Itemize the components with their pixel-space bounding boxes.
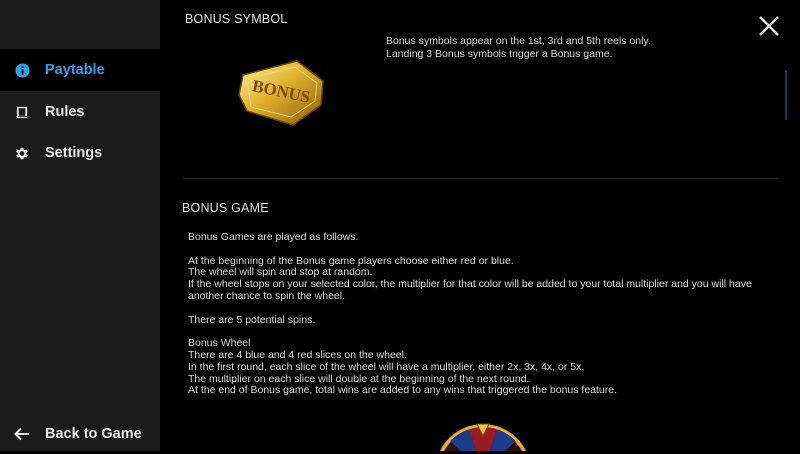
paytable-content[interactable] — [160, 0, 800, 451]
text-line: At the end of Bonus game, total wins are added to any wins that triggered the bonus feature. — [188, 384, 618, 397]
bonus-symbol-desc-line: Bonus symbols appear on the 1st, 3rd and 5th reels only. — [386, 35, 651, 47]
sidebar-item-paytable[interactable] — [0, 49, 160, 91]
sidebar-item-label: Settings — [45, 145, 103, 161]
bonus-symbol-title: BONUS SYMBOL — [185, 12, 288, 26]
sidebar-item-rules[interactable] — [0, 91, 160, 133]
text-line: At the beginning of the Bonus game players choose either red or blue. — [188, 254, 514, 267]
section-divider — [183, 178, 778, 179]
bonus-game-title: BONUS GAME — [182, 201, 269, 215]
bonus-symbol-image-text: BONUS — [250, 76, 312, 107]
bonus-game-paragraph: There are 5 potential spins. — [188, 313, 316, 326]
text-line: The multiplier on each slice will double at the beginning of the next round. — [188, 372, 530, 385]
scrollbar-thumb[interactable] — [785, 70, 787, 120]
bonus-symbol-description — [386, 35, 746, 60]
arrow-left-icon — [13, 425, 31, 443]
info-icon — [14, 62, 30, 78]
sidebar-item-label: Paytable — [45, 62, 105, 78]
gear-icon — [14, 145, 30, 161]
book-icon — [14, 104, 30, 120]
sidebar-item-label: Rules — [45, 104, 85, 120]
text-line: Bonus Wheel — [188, 337, 251, 350]
text-line: The wheel will spin and stop at random. — [188, 266, 373, 279]
text-line: In the first round, each slice of the wheel will have a multiplier, either 2x, 3x, 4x, or 5x. — [188, 360, 585, 373]
bonus-game-description — [188, 232, 788, 409]
bonus-game-paragraph — [188, 256, 788, 303]
sidebar — [0, 0, 160, 451]
text-line: There are 4 blue and 4 red slices on the wheel. — [188, 348, 407, 361]
back-to-game-label: Back to Game — [45, 426, 142, 442]
bonus-symbol-desc-line: Landing 3 Bonus symbols trigger a Bonus game. — [386, 47, 613, 60]
close-icon — [757, 14, 781, 38]
close-button[interactable] — [757, 14, 781, 38]
bonus-game-paragraph: Bonus Games are played as follows. — [188, 231, 359, 243]
bonus-game-paragraph — [188, 338, 788, 397]
back-to-game-button[interactable] — [0, 414, 160, 454]
sidebar-item-settings[interactable] — [0, 132, 160, 174]
bonus-symbol-image — [235, 55, 327, 131]
bonus-wheel-image — [435, 420, 531, 451]
text-line: If the wheel stops on your selected color, the multiplier for that color will be added to your total multiplier and you will have another chance to spin the wheel. — [188, 278, 752, 302]
